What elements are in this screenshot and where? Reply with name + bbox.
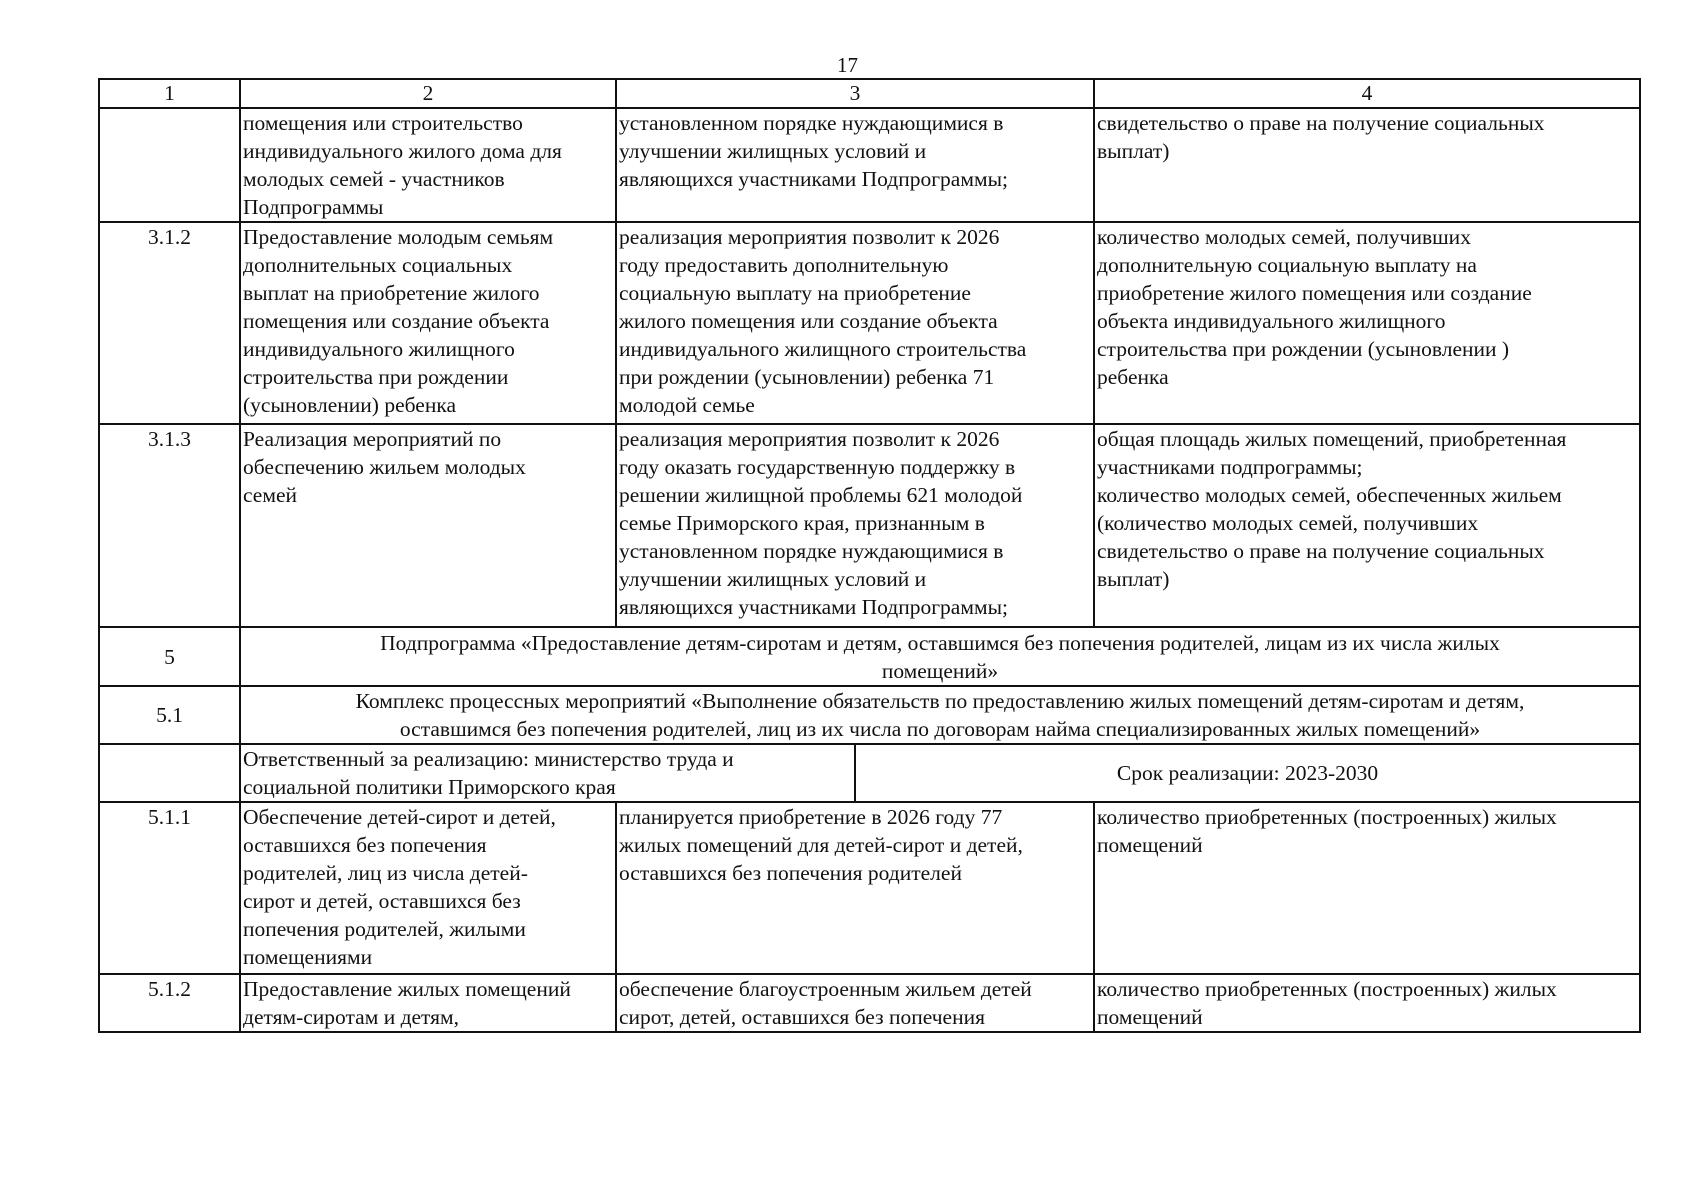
measure-name: Предоставление жилых помещений детям-сиротам и детям, — [240, 974, 616, 1032]
table-row — [99, 802, 1640, 974]
measure-indicator: количество приобретенных (построенных) жилых помещений — [1094, 974, 1640, 1032]
measure-name: Предоставление молодым семьям дополнительных социальных выплат на приобретение жилого помещения или создание объекта индивидуального жилищного строительства при рождении (усыновлении) ребенка — [240, 222, 616, 424]
header-col-2: 2 — [240, 79, 616, 108]
header-col-3: 3 — [616, 79, 1094, 108]
row-number: 3.1.2 — [99, 222, 240, 424]
measures-table — [98, 78, 1641, 1033]
responsible-row — [99, 744, 1640, 802]
implementation-term: Срок реализации: 2023-2030 — [855, 744, 1640, 802]
measure-name: помещения или строительство индивидуального жилого дома для молодых семей - участников Подпрограммы — [240, 108, 616, 222]
table-row — [99, 222, 1640, 424]
table-header-row — [99, 79, 1640, 108]
measure-result: планируется приобретение в 2026 году 77 жилых помещений для детей-сирот и детей, оставшихся без попечения родителей — [616, 802, 1094, 974]
row-number: 3.1.3 — [99, 424, 240, 627]
measure-indicator: количество молодых семей, получивших дополнительную социальную выплату на приобретение жилого помещения или создание объекта индивидуального жилищного строительства при рождении (усыновлении ) ребенка — [1094, 222, 1640, 424]
measure-result: реализация мероприятия позволит к 2026 году оказать государственную поддержку в решении жилищной проблемы 621 молодой семье Приморского края, признанным в установленном порядке нуждающимися в улучшении жилищных условий и являющихся участниками Подпрограммы; — [616, 424, 1094, 627]
subprogram-number: 5 — [99, 627, 240, 686]
subprogram-title: Подпрограмма «Предоставление детям-сиротам и детям, оставшимся без попечения родителей, лицам из их числа жилых помещений» — [240, 627, 1640, 686]
measure-name: Реализация мероприятий по обеспечению жильем молодых семей — [240, 424, 616, 627]
row-number: 5.1.1 — [99, 802, 240, 974]
table-row — [99, 424, 1640, 627]
header-col-4: 4 — [1094, 79, 1640, 108]
row-number — [99, 108, 240, 222]
page-number: 17 — [837, 53, 858, 77]
responsible-executor: Ответственный за реализацию: министерство труда и социальной политики Приморского края — [240, 744, 855, 802]
header-col-1: 1 — [99, 79, 240, 108]
measure-result: установленном порядке нуждающимися в улучшении жилищных условий и являющихся участниками Подпрограммы; — [616, 108, 1094, 222]
complex-number: 5.1 — [99, 686, 240, 744]
measure-result: реализация мероприятия позволит к 2026 году предоставить дополнительную социальную выплату на приобретение жилого помещения или создание объекта индивидуального жилищного строительства при рождении (усыновлении) ребенка 71 молодой семье — [616, 222, 1094, 424]
table-row — [99, 108, 1640, 222]
measure-indicator: количество приобретенных (построенных) жилых помещений — [1094, 802, 1640, 974]
measure-indicator: общая площадь жилых помещений, приобретенная участниками подпрограммы; количество молодых семей, обеспеченных жильем (количество молодых семей, получивших свидетельство о праве на получение социальных выплат) — [1094, 424, 1640, 627]
row-number: 5.1.2 — [99, 974, 240, 1032]
measure-result: обеспечение благоустроенным жильем детей сирот, детей, оставшихся без попечения — [616, 974, 1094, 1032]
subprogram-row — [99, 627, 1640, 686]
complex-title: Комплекс процессных мероприятий «Выполнение обязательств по предоставлению жилых помещений детям-сиротам и детям, оставшимся без попечения родителей, лиц из их числа по договорам найма специализированных жилых помещений» — [240, 686, 1640, 744]
measure-name: Обеспечение детей-сирот и детей, оставшихся без попечения родителей, лиц из числа детей- сирот и детей, оставшихся без попечения родителей, жилыми помещениями — [240, 802, 616, 974]
table-row — [99, 974, 1640, 1032]
responsible-empty-cell — [99, 744, 240, 802]
complex-row — [99, 686, 1640, 744]
measure-indicator: свидетельство о праве на получение социальных выплат) — [1094, 108, 1640, 222]
